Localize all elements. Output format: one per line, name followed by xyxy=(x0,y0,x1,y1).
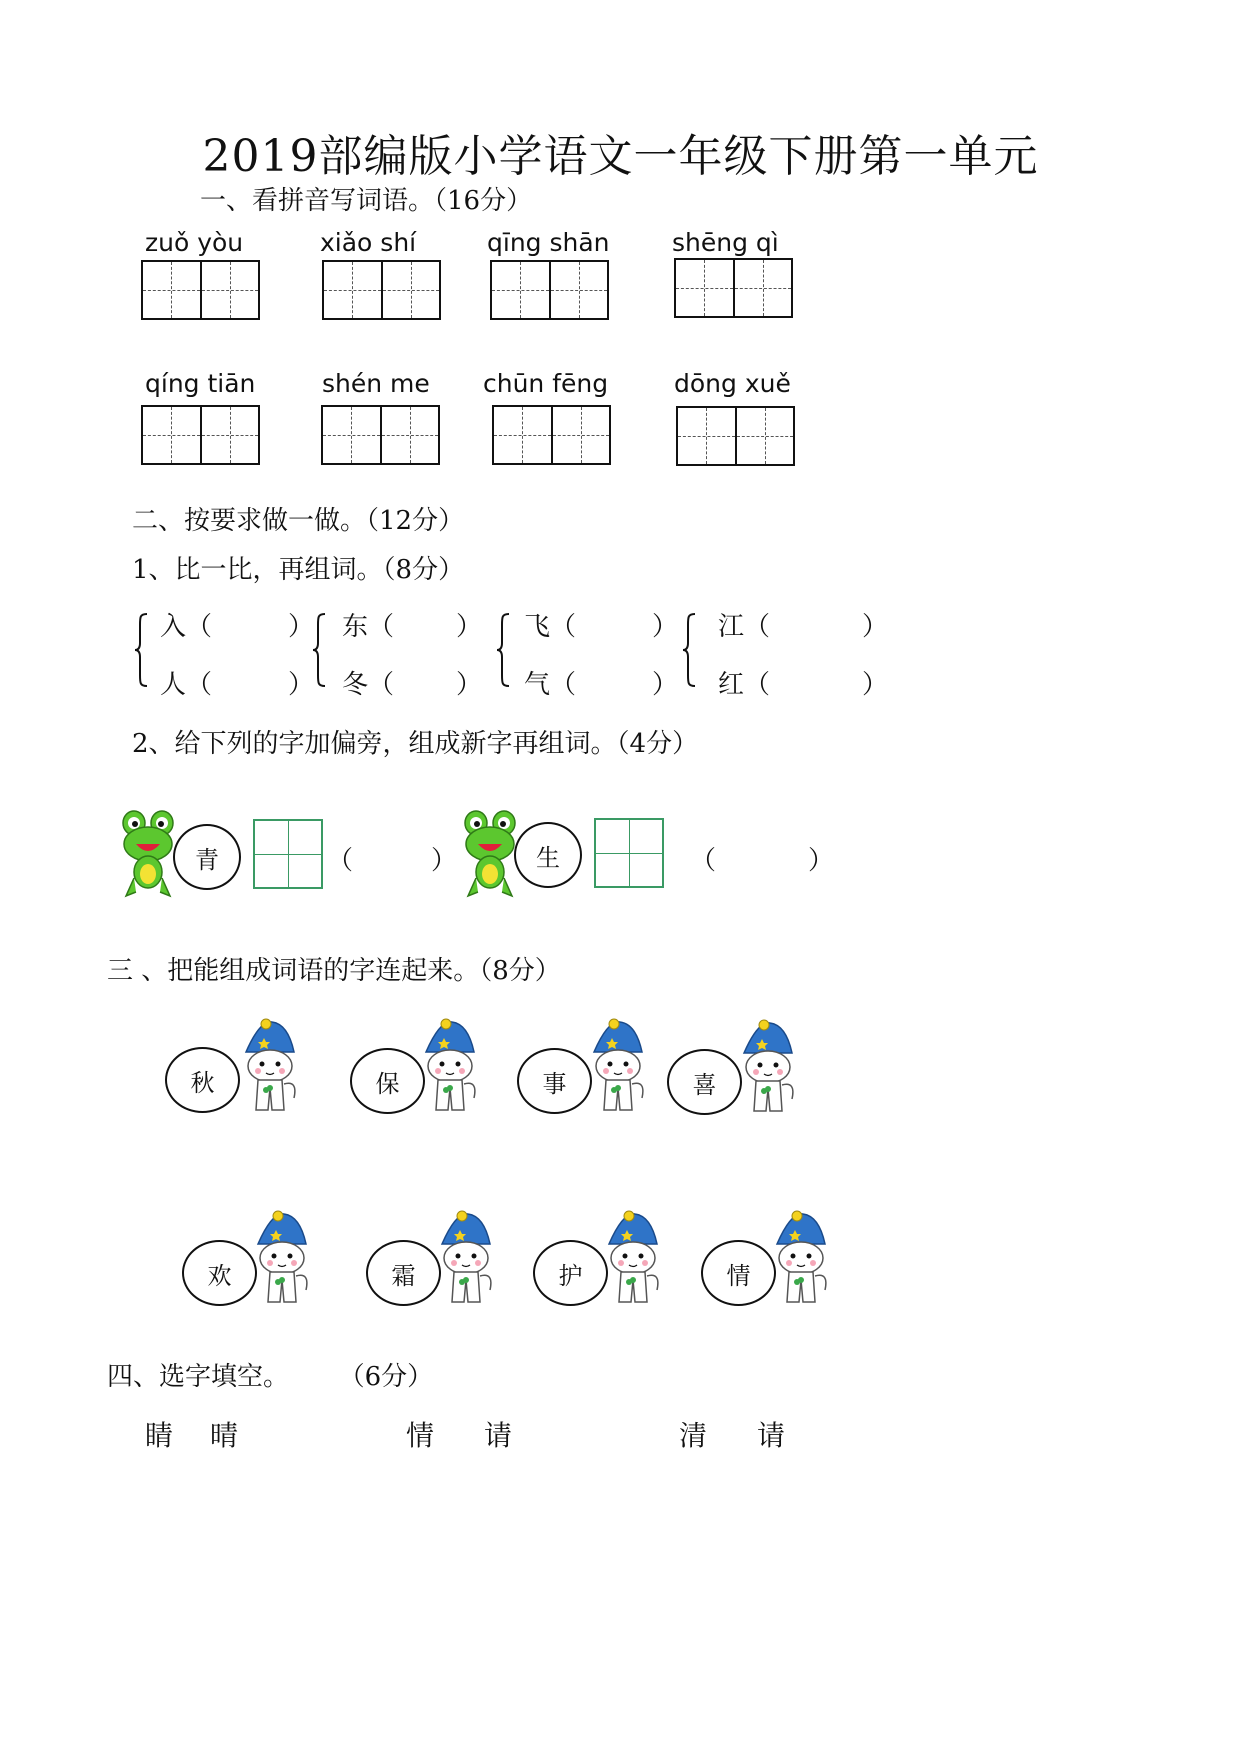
writing-grid[interactable] xyxy=(141,260,260,320)
choice-char: 请 xyxy=(484,1419,513,1452)
connect-char[interactable]: 秋 xyxy=(165,1047,240,1113)
compare-char-bottom: 气（ xyxy=(524,670,577,700)
writing-grid[interactable] xyxy=(490,260,609,320)
writing-grid[interactable] xyxy=(321,405,440,465)
close-paren: ） xyxy=(456,612,483,642)
choice-char: 请 xyxy=(757,1419,786,1452)
writing-grid[interactable] xyxy=(674,258,793,318)
close-paren: ） xyxy=(288,670,315,700)
writing-grid[interactable] xyxy=(676,406,795,466)
pinyin-label: chūn fēng xyxy=(483,369,609,398)
close-paren: ） xyxy=(808,846,835,876)
compare-char-top: 飞（ xyxy=(524,612,577,642)
connect-char[interactable]: 护 xyxy=(533,1240,608,1306)
pinyin-label: xiǎo shí xyxy=(320,228,417,257)
section-2-heading: 二、按要求做一做。（12分） xyxy=(132,506,465,536)
close-paren: ） xyxy=(288,612,315,642)
cat-with-hat-icon xyxy=(418,1018,482,1114)
connect-char[interactable]: 欢 xyxy=(182,1240,257,1306)
connect-char[interactable]: 霜 xyxy=(366,1240,441,1306)
pinyin-label: qīng shān xyxy=(487,228,610,257)
compare-char-top: 江（ xyxy=(718,612,771,642)
close-paren: ） xyxy=(431,846,458,876)
close-paren: ） xyxy=(862,670,889,700)
close-paren: ） xyxy=(652,612,679,642)
choice-char: 情 xyxy=(406,1419,435,1452)
frog-icon xyxy=(462,806,518,900)
radical-base-char: 生 xyxy=(514,822,582,888)
brace-icon xyxy=(682,613,696,687)
subsection-2-2-heading: 2、给下列的字加偏旁，组成新字再组词。（4分） xyxy=(132,729,699,759)
writing-grid[interactable] xyxy=(141,405,260,465)
choice-char: 清 xyxy=(679,1419,708,1452)
choice-char: 晴 xyxy=(210,1419,239,1452)
cat-with-hat-icon xyxy=(601,1210,665,1306)
radical-base-char: 青 xyxy=(173,824,241,890)
pinyin-label: shēng qì xyxy=(672,228,779,257)
compare-char-top: 东（ xyxy=(342,612,395,642)
section-3-heading: 三 、把能组成词语的字连起来。（8分） xyxy=(107,956,561,986)
open-paren: （ xyxy=(690,846,717,876)
close-paren: ） xyxy=(652,670,679,700)
compare-char-bottom: 冬（ xyxy=(342,670,395,700)
connect-char[interactable]: 保 xyxy=(350,1048,425,1114)
brace-icon xyxy=(134,613,148,687)
pinyin-label: dōng xuě xyxy=(674,369,791,398)
connect-char[interactable]: 喜 xyxy=(667,1049,742,1115)
open-paren: （ xyxy=(327,846,354,876)
subsection-2-1-heading: 1、比一比，再组词。（8分） xyxy=(132,555,465,585)
close-paren: ） xyxy=(456,670,483,700)
section-4-heading: 四、选字填空。 （6分） xyxy=(107,1362,434,1392)
frog-icon xyxy=(120,806,176,900)
cat-with-hat-icon xyxy=(736,1019,800,1115)
connect-char[interactable]: 事 xyxy=(517,1048,592,1114)
green-writing-grid[interactable] xyxy=(594,818,664,888)
connect-char[interactable]: 情 xyxy=(701,1240,776,1306)
writing-grid[interactable] xyxy=(322,260,441,320)
brace-icon xyxy=(496,613,510,687)
cat-with-hat-icon xyxy=(586,1018,650,1114)
compare-char-top: 入（ xyxy=(160,612,213,642)
writing-grid[interactable] xyxy=(492,405,611,465)
pinyin-label: shén me xyxy=(322,369,430,398)
compare-char-bottom: 人（ xyxy=(160,670,213,700)
pinyin-label: zuǒ yòu xyxy=(145,228,244,257)
cat-with-hat-icon xyxy=(434,1210,498,1306)
cat-with-hat-icon xyxy=(250,1210,314,1306)
choice-char: 睛 xyxy=(145,1419,174,1452)
green-writing-grid[interactable] xyxy=(253,819,323,889)
compare-char-bottom: 红（ xyxy=(718,670,771,700)
pinyin-label: qíng tiān xyxy=(145,369,256,398)
brace-icon xyxy=(312,613,326,687)
page-title: 2019部编版小学语文一年级下册第一单元 xyxy=(202,131,1039,182)
cat-with-hat-icon xyxy=(238,1018,302,1114)
close-paren: ） xyxy=(862,612,889,642)
cat-with-hat-icon xyxy=(769,1210,833,1306)
section-1-heading: 一、看拼音写词语。（16分） xyxy=(200,186,533,216)
